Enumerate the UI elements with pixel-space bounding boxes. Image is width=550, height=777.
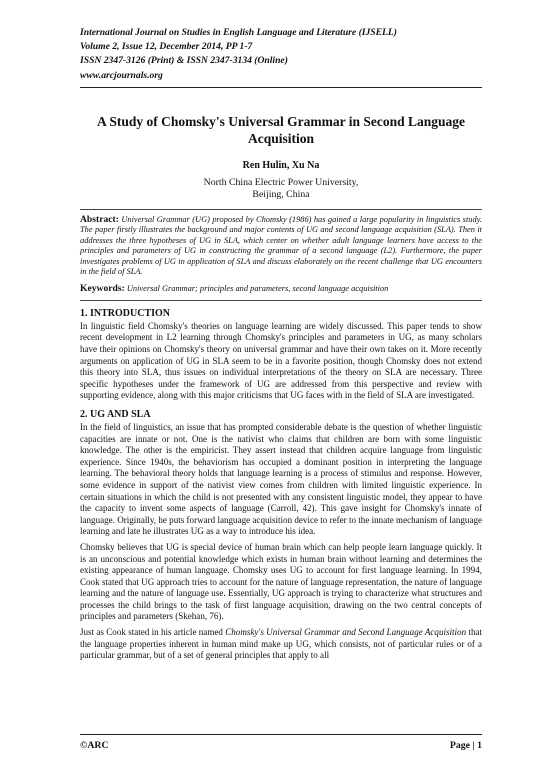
journal-issn: ISSN 2347-3126 (Print) & ISSN 2347-3134 (Online) [80, 55, 288, 67]
page-number: Page | 1 [449, 740, 482, 751]
header-divider [80, 87, 482, 88]
section-heading-ug-and-sla: 2. UG AND SLA [80, 408, 151, 420]
keywords [80, 283, 482, 294]
abstract-label: Abstract: [80, 213, 119, 225]
paragraph: In the field of linguistics, an issue that has prompted considerable debate is the question of whether linguistic capacities are innate or not. One is the nativist who claims that children are born with some linguistic knowledge. The other is the empiricist. They assert instead that children acquire language from linguistic experience. Since 1940s, the behaviorism has occupied a dominant position in interpreting the language learning. The behavioral theory holds that language learning is a process of stimulus and response. However, some evidence in support of the nativist view comes from children with limited linguistic experience. In certain situations in which the child is not presented with any consistent linguistic model, they appear to have the capacity to invent some aspects of language (Carroll, 42). This gave insight for Chomsky's innate of language. Originally, he puts forward language acquisition device to refer to the innate mechanism of language learning and late he illustrates UG as a way to introduce his idea. [80, 421, 482, 537]
keywords-label: Keywords: [80, 282, 125, 294]
journal-name: International Journal on Studies in English Language and Literature (IJSELL) [80, 27, 397, 38]
cited-article-title: Chomsky's Universal Grammar and Second Language Acquisition [225, 627, 467, 638]
paper-affiliation [80, 177, 482, 202]
abstract-top-divider [80, 209, 482, 210]
keywords-text: Universal Grammar; principles and parameters, second language acquisition [126, 283, 389, 293]
journal-volume: Volume 2, Issue 12, December 2014, PP 1-7 [80, 41, 253, 53]
section-heading-introduction: 1. INTRODUCTION [80, 307, 171, 319]
abstract [80, 215, 482, 278]
copyright: ©ARC [80, 740, 109, 751]
affiliation-line-1: North China Electric Power University, [203, 176, 359, 188]
paragraph: Chomsky believes that UG is special device of human brain which can help people learn language quickly. It is an unconscious and potential knowledge which exists in human brain without learning and determines the existing appearance of human language. Chomsky uses UG to account for first language learning. In 1994, Cook stated that UG approach tries to account for the nature of language representation, the nature of language learning and the nature of language use. Essentially, UG approach is trying to characterize what structures and processes the child brings to the task of first language acquisition, drawing on the two central concepts of principles and parameters (Skehan, 76). [80, 541, 482, 622]
page-footer [80, 734, 482, 751]
paragraph-text: Just as Cook stated in his article named [80, 627, 226, 638]
abstract-bottom-divider [80, 300, 482, 301]
paper-authors: Ren Hulin, Xu Na [242, 159, 320, 171]
page-body [80, 26, 482, 666]
abstract-text: Universal Grammar (UG) proposed by Chomsky (1986) has gained a large popularity in linguistics study. The paper firstly illustrates the background and major contents of UG and second language acquisition (SLA). Then it addresses the three hypotheses of UG in SLA, which center on whether adult language learners have access to the principles and parameters of UG in constructing the grammar of a second language (L2). Furthermore, the paper investigates problems of UG in application of SLA and discuss elaborately on the recent challenge that UG encounters in the field of SLA. [80, 214, 482, 277]
footer-divider [80, 734, 482, 735]
journal-url[interactable]: www.arcjournals.org [80, 69, 163, 81]
paper-title: A Study of Chomsky's Universal Grammar in Second Language Acquisition [96, 113, 466, 146]
affiliation-line-2: Beijing, China [252, 189, 310, 201]
paragraph [80, 627, 482, 662]
journal-header [80, 26, 482, 83]
paragraph: In linguistic field Chomsky's theories on language learning are widely discussed. This paper tends to show recent development in L2 learning through Chomsky's principles and parameters in UG, as many scholars have their opinions on Chomsky's theory on universal grammar and have their own takes on it. More recently arguments on application of UG in SLA seem to be in a favorite position, though Chomsky does not extend this theory into SLA, thus issues on individual interpretations of the theory on SLA are necessary. Three specific hypotheses under the framework of UG are addressed from this perspective and review with supporting evidence, along with this major criticisms that UG faces with in the field of SLA are investigated. [80, 320, 482, 401]
paragraph-text: that the language properties inherent in human mind make up UG, which consists, not of particular rules or of a particular grammar, but of a set of general principles that apply to all [80, 627, 482, 661]
